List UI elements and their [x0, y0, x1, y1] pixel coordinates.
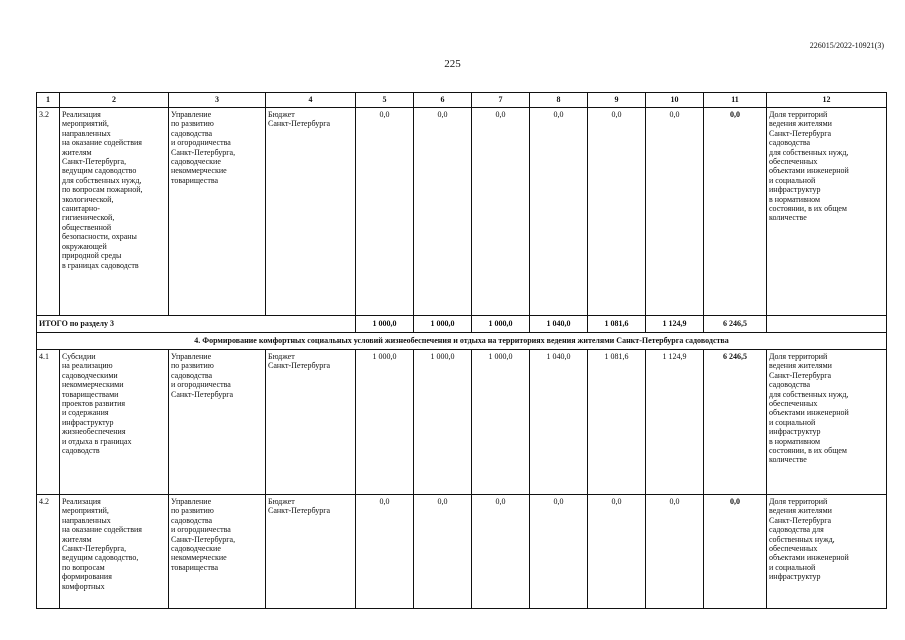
header-cell: 4 — [266, 93, 356, 108]
value-cell: 0,0 — [530, 108, 588, 316]
value-cell: 1 040,0 — [530, 350, 588, 495]
value-cell: 1 000,0 — [356, 350, 414, 495]
value-cell: 0,0 — [414, 495, 472, 609]
value-cell: 0,0 — [646, 495, 704, 609]
section-heading-row — [37, 333, 887, 350]
executor: Управление по развитию садоводства и огородничества Санкт-Петербурга, садоводческие некоммерческие товарищества — [169, 108, 266, 316]
executor: Управление по развитию садоводства и огородничества Санкт-Петербурга — [169, 350, 266, 495]
header-cell: 10 — [646, 93, 704, 108]
table-row — [37, 350, 887, 495]
value-cell: 1 000,0 — [356, 316, 414, 333]
header-row — [37, 93, 887, 108]
value-cell: 1 081,6 — [588, 316, 646, 333]
value-cell: 1 081,6 — [588, 350, 646, 495]
value-cell: 0,0 — [356, 495, 414, 609]
value-cell: 1 124,9 — [646, 350, 704, 495]
header-cell: 9 — [588, 93, 646, 108]
indicator: Доля территорий ведения жителями Санкт-Петербурга садоводства для собственных нужд, обеспеченных объектами инженерной и социальной инфраструктур в нормативном состоянии, в их общем количестве — [767, 350, 887, 495]
executor: Управление по развитию садоводства и огородничества Санкт-Петербурга, садоводческие некоммерческие товарищества — [169, 495, 266, 609]
value-cell: 0,0 — [472, 108, 530, 316]
value-cell: 0,0 — [414, 108, 472, 316]
value-cell: 0,0 — [588, 495, 646, 609]
value-cell: 1 124,9 — [646, 316, 704, 333]
section-total-row — [37, 316, 887, 333]
row-number: 3.2 — [37, 108, 60, 316]
section-heading: 4. Формирование комфортных социальных условий жизнеобеспечения и отдыха на территориях ведения жителями Санкт-Петербурга садоводства — [37, 333, 887, 350]
header-cell: 7 — [472, 93, 530, 108]
value-cell: 1 040,0 — [530, 316, 588, 333]
total-value-cell: 0,0 — [704, 495, 767, 609]
total-value-cell: 0,0 — [704, 108, 767, 316]
header-cell: 11 — [704, 93, 767, 108]
funding-source: Бюджет Санкт-Петербурга — [266, 350, 356, 495]
empty-cell — [767, 316, 887, 333]
value-cell: 0,0 — [472, 495, 530, 609]
row-number: 4.2 — [37, 495, 60, 609]
page-number: 225 — [444, 58, 461, 70]
header-cell: 6 — [414, 93, 472, 108]
value-cell: 1 000,0 — [414, 316, 472, 333]
total-value-cell: 6 246,5 — [704, 316, 767, 333]
value-cell: 1 000,0 — [472, 350, 530, 495]
section-total-label: ИТОГО по разделу 3 — [37, 316, 356, 333]
value-cell: 0,0 — [646, 108, 704, 316]
header-cell: 1 — [37, 93, 60, 108]
value-cell: 1 000,0 — [472, 316, 530, 333]
header-cell: 3 — [169, 93, 266, 108]
funding-source: Бюджет Санкт-Петербурга — [266, 495, 356, 609]
value-cell: 0,0 — [588, 108, 646, 316]
header-cell: 8 — [530, 93, 588, 108]
value-cell: 0,0 — [530, 495, 588, 609]
program-table — [36, 92, 887, 609]
total-value-cell: 6 246,5 — [704, 350, 767, 495]
value-cell: 0,0 — [356, 108, 414, 316]
measure-name: Реализация мероприятий, направленных на оказание содействия жителям Санкт-Петербурга, ведущим садоводство, по вопросам формирования комфортных — [60, 495, 169, 609]
table-row — [37, 108, 887, 316]
measure-name: Субсидии на реализацию садоводческими некоммерческими товариществами проектов развития и содержания инфраструктур жизнеобеспечения и отдыха в границах садоводств — [60, 350, 169, 495]
row-number: 4.1 — [37, 350, 60, 495]
header-cell: 12 — [767, 93, 887, 108]
indicator: Доля территорий ведения жителями Санкт-Петербурга садоводства для собственных нужд, обеспеченных объектами инженерной и социальной инфраструктур — [767, 495, 887, 609]
header-cell: 5 — [356, 93, 414, 108]
value-cell: 1 000,0 — [414, 350, 472, 495]
indicator: Доля территорий ведения жителями Санкт-Петербурга садоводства для собственных нужд, обеспеченных объектами инженерной и социальной инфраструктур в нормативном состоянии, в их общем количестве — [767, 108, 887, 316]
measure-name: Реализация мероприятий, направленных на оказание содействия жителям Санкт-Петербурга, ведущим садоводство для собственных нужд, по вопросам пожарной, экологической, санитарно- гигиенической, общественной безопасности, охраны окружающей природной среды в границах садоводств — [60, 108, 169, 316]
document-id: 226015/2022-10921(3) — [809, 41, 884, 50]
funding-source: Бюджет Санкт-Петербурга — [266, 108, 356, 316]
header-cell: 2 — [60, 93, 169, 108]
table-row — [37, 495, 887, 609]
